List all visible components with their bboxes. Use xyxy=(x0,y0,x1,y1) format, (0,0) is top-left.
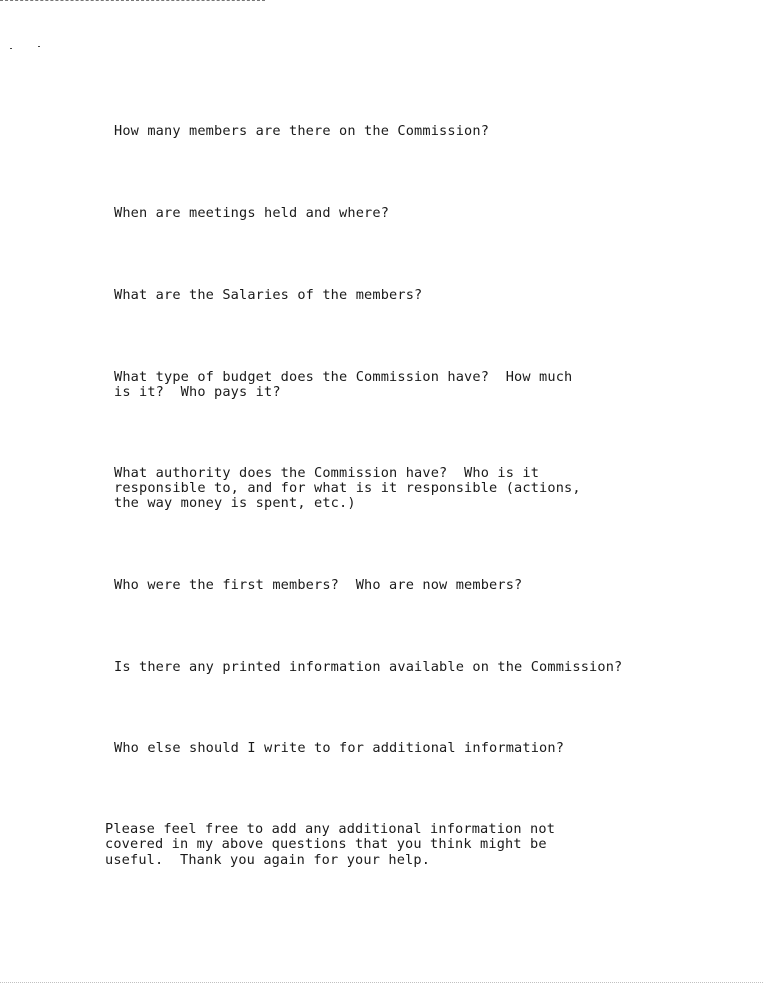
question-printed-information: Is there any printed information available on the Commission? xyxy=(114,659,623,675)
question-authority-line1: What authority does the Commission have? Who is it xyxy=(114,465,540,481)
question-authority-line2: responsible to, and for what is it responsible (actions, xyxy=(114,480,581,496)
question-meetings: When are meetings held and where? xyxy=(114,205,390,221)
question-budget-line1: What type of budget does the Commission have? How much xyxy=(114,369,573,385)
question-budget-line2: is it? Who pays it? xyxy=(114,384,281,400)
question-salaries: What are the Salaries of the members? xyxy=(114,287,423,303)
question-authority-line3: the way money is spent, etc.) xyxy=(114,495,356,511)
scan-speck xyxy=(10,48,12,49)
bottom-edge-dashes xyxy=(0,982,763,984)
top-edge-dashes xyxy=(0,0,265,2)
question-additional-contacts: Who else should I write to for additional information? xyxy=(114,740,565,756)
question-commission-members: How many members are there on the Commission? xyxy=(114,123,490,139)
closing-line2: covered in my above questions that you think might be xyxy=(105,836,547,852)
question-first-members: Who were the first members? Who are now members? xyxy=(114,577,523,593)
closing-line3: useful. Thank you again for your help. xyxy=(105,852,431,868)
closing-line1: Please feel free to add any additional information not xyxy=(105,821,556,837)
scan-speck xyxy=(38,46,40,47)
